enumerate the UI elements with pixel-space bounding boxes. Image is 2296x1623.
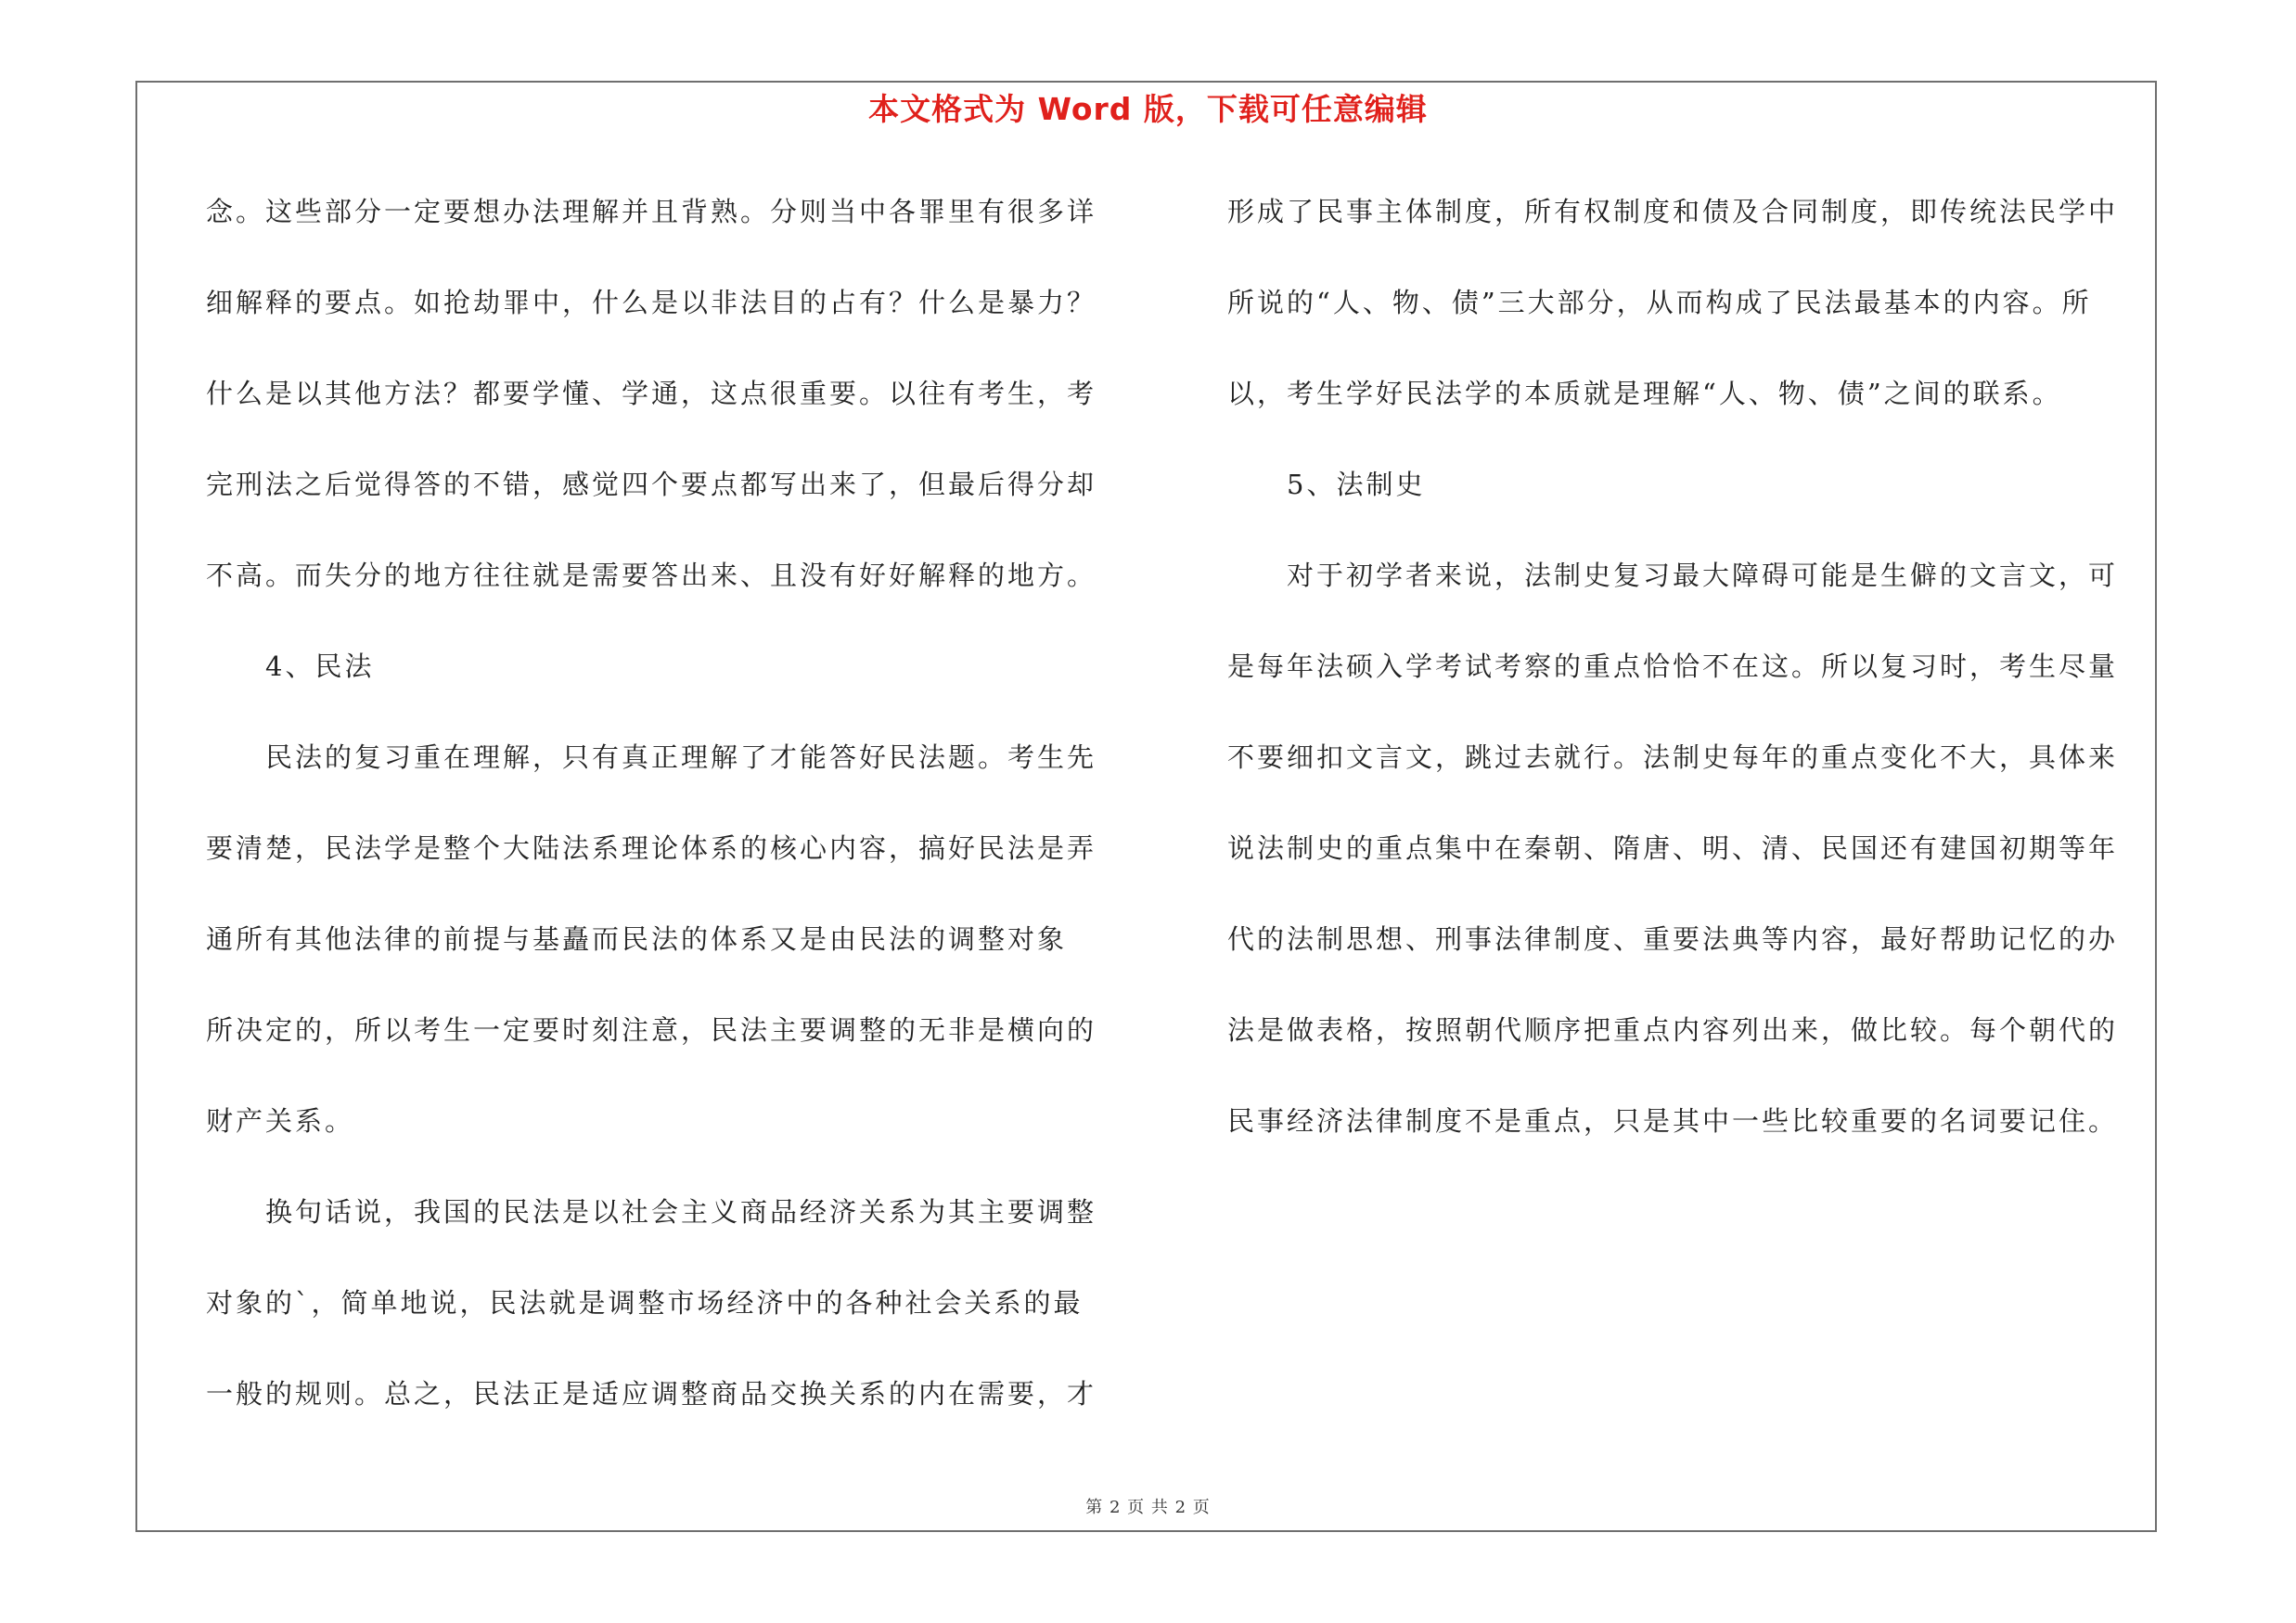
text-line: 所说的“人、物、债”三大部分，从而构成了民法最基本的内容。所 [1227, 287, 2092, 318]
text-line: 完刑法之后觉得答的不错，感觉四个要点都写出来了，但最后得分却 [206, 469, 1097, 500]
page-number-footer: 第 2 页 共 2 页 [1085, 1498, 1211, 1517]
text-line: 细解释的要点。如抢劫罪中，什么是以非法目的占有？什么是暴力？ [206, 287, 1097, 318]
text-line: 说法制史的重点集中在秦朝、隋唐、明、清、民国还有建国初期等年 [1227, 832, 2119, 864]
text-line: 财产关系。 [206, 1105, 355, 1137]
text-line: 念。这些部分一定要想办法理解并且背熟。分则当中各罪里有很多详 [206, 196, 1097, 227]
text-line: 法是做表格，按照朝代顺序把重点内容列出来，做比较。每个朝代的 [1227, 1014, 2119, 1046]
text-line: 所决定的，所以考生一定要时刻注意，民法主要调整的无非是横向的 [206, 1014, 1097, 1046]
right-text-column [1227, 182, 2164, 1182]
text-line: 代的法制思想、刑事法律制度、重要法典等内容，最好帮助记忆的办 [1227, 923, 2119, 955]
format-notice-banner: 本文格式为 Word 版，下载可任意编辑 [868, 91, 1428, 127]
text-line: 对于初学者来说，法制史复习最大障碍可能是生僻的文言文，可 [1287, 560, 2119, 591]
text-line: 民法的复习重在理解，只有真正理解了才能答好民法题。考生先 [265, 741, 1097, 773]
text-line: 4、民法 [265, 650, 375, 682]
text-line: 不要细扣文言文，跳过去就行。法制史每年的重点变化不大，具体来 [1227, 741, 2119, 773]
text-line: 对象的`，简单地说，民法就是调整市场经济中的各种社会关系的最 [206, 1287, 1084, 1319]
text-line: 民事经济法律制度不是重点，只是其中一些比较重要的名词要记住。 [1227, 1105, 2119, 1137]
text-line: 形成了民事主体制度，所有权制度和债及合同制度，即传统法民学中 [1227, 196, 2119, 227]
left-text-column [206, 182, 1134, 1455]
text-line: 要清楚，民法学是整个大陆法系理论体系的核心内容，搞好民法是弄 [206, 832, 1097, 864]
text-line: 5、法制史 [1287, 469, 1426, 500]
text-line: 换句话说，我国的民法是以社会主义商品经济关系为其主要调整 [265, 1196, 1097, 1228]
text-line: 以，考生学好民法学的本质就是理解“人、物、债”之间的联系。 [1227, 378, 2062, 409]
text-line: 什么是以其他方法？都要学懂、学通，这点很重要。以往有考生，考 [206, 378, 1097, 409]
text-line: 一般的规则。总之，民法正是适应调整商品交换关系的内在需要，才 [206, 1378, 1097, 1410]
text-line: 通所有其他法律的前提与基矗而民法的体系又是由民法的调整对象 [206, 923, 1068, 955]
text-line: 不高。而失分的地方往往就是需要答出来、且没有好好解释的地方。 [206, 560, 1097, 591]
text-line: 是每年法硕入学考试考察的重点恰恰不在这。所以复习时，考生尽量 [1227, 650, 2119, 682]
